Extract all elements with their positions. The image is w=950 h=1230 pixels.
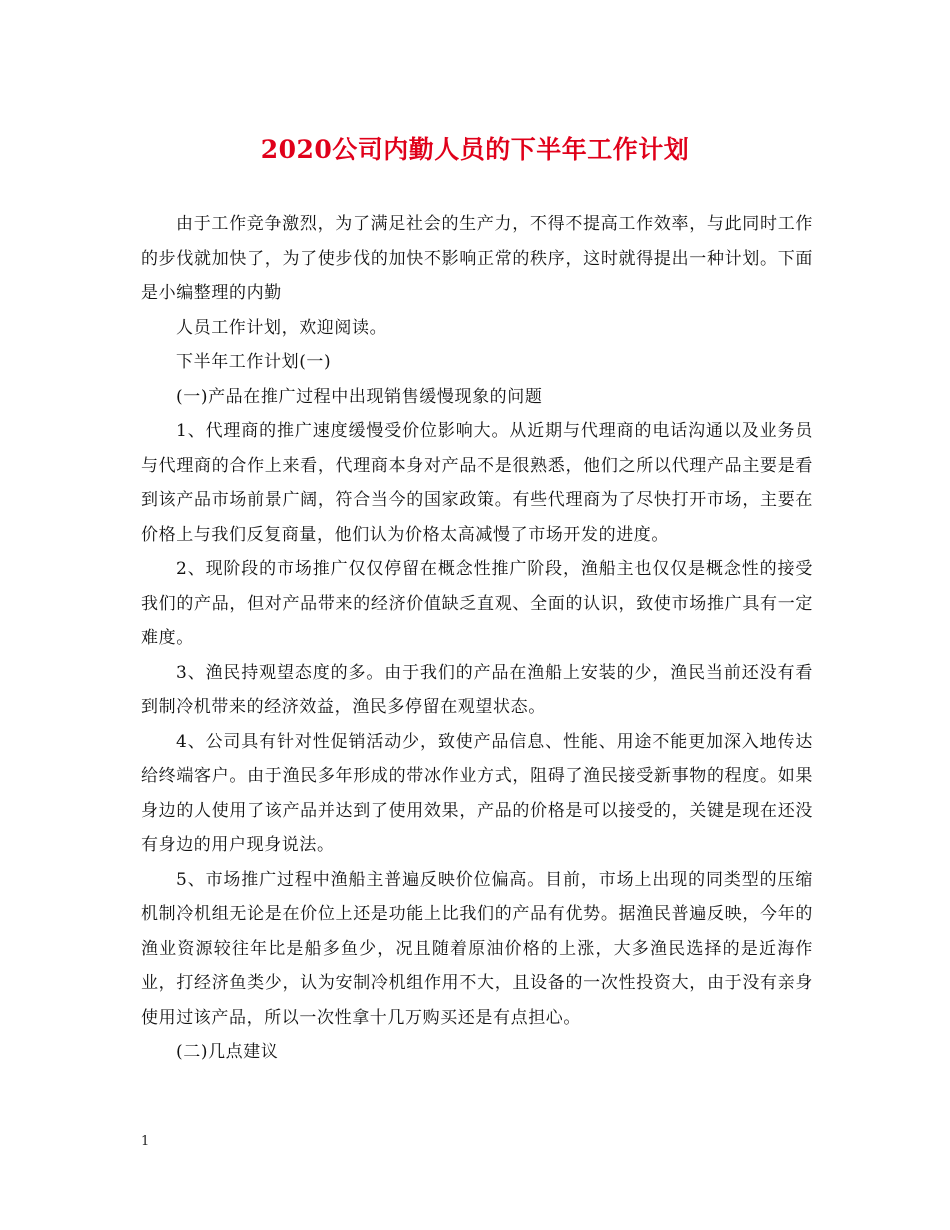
paragraph-point-3: 3、渔民持观望态度的多。由于我们的产品在渔船上安装的少，渔民当前还没有看到制冷机带来的经济效益，渔民多停留在观望状态。: [141, 662, 813, 717]
subsection-heading-suggestions: (二)几点建议: [176, 1042, 279, 1062]
paragraph-intro: 由于工作竞争激烈，为了满足社会的生产力，不得不提高工作效率，与此同时工作的步伐就加快了，为了使步伐的加快不影响正常的秩序，这时就得提出一种计划。下面是小编整理的内勤: [141, 214, 813, 303]
section-heading-plan-one: 下半年工作计划(一): [176, 352, 332, 372]
paragraph-point-5: 5、市场推广过程中渔船主普遍反映价位偏高。目前，市场上出现的同类型的压缩机制冷机组无论是在价位上还是功能上比我们的产品有优势。据渔民普遍反映，今年的渔业资源较往年比是船多鱼少，况且随着原油价格的上涨，大多渔民选择的是近海作业，打经济鱼类少，认为安制冷机组作用不大，且设备的一次性投资大，由于没有亲身使用过该产品，所以一次性拿十几万购买还是有点担心。: [141, 869, 813, 1028]
paragraph-point-2: 2、现阶段的市场推广仅仅停留在概念性推广阶段，渔船主也仅仅是概念性的接受我们的产品，但对产品带来的经济价值缺乏直观、全面的认识，致使市场推广具有一定难度。: [141, 559, 813, 648]
document-body: [141, 207, 813, 1070]
paragraph-point-1: 1、代理商的推广速度缓慢受价位影响大。从近期与代理商的电话沟通以及业务员与代理商的合作上来看，代理商本身对产品不是很熟悉，他们之所以代理产品主要是看到该产品市场前景广阔，符合当今的国家政策。有些代理商为了尽快打开市场，主要在价格上与我们反复商量，他们认为价格太高减慢了市场开发的进度。: [141, 421, 813, 545]
paragraph-intro-continued: 人员工作计划，欢迎阅读。: [176, 317, 388, 338]
subsection-heading-problems: (一)产品在推广过程中出现销售缓慢现象的问题: [176, 386, 543, 407]
paragraph-point-4: 4、公司具有针对性促销活动少，致使产品信息、性能、用途不能更加深入地传达给终端客户。由于渔民多年形成的带冰作业方式，阻碍了渔民接受新事物的程度。如果身边的人使用了该产品并达到了使用效果，产品的价格是可以接受的，关键是现在还没有身边的用户现身说法。: [141, 731, 813, 855]
page-number: 1: [141, 1134, 150, 1149]
document-title: 2020公司内勤人员的下半年工作计划: [260, 135, 690, 164]
